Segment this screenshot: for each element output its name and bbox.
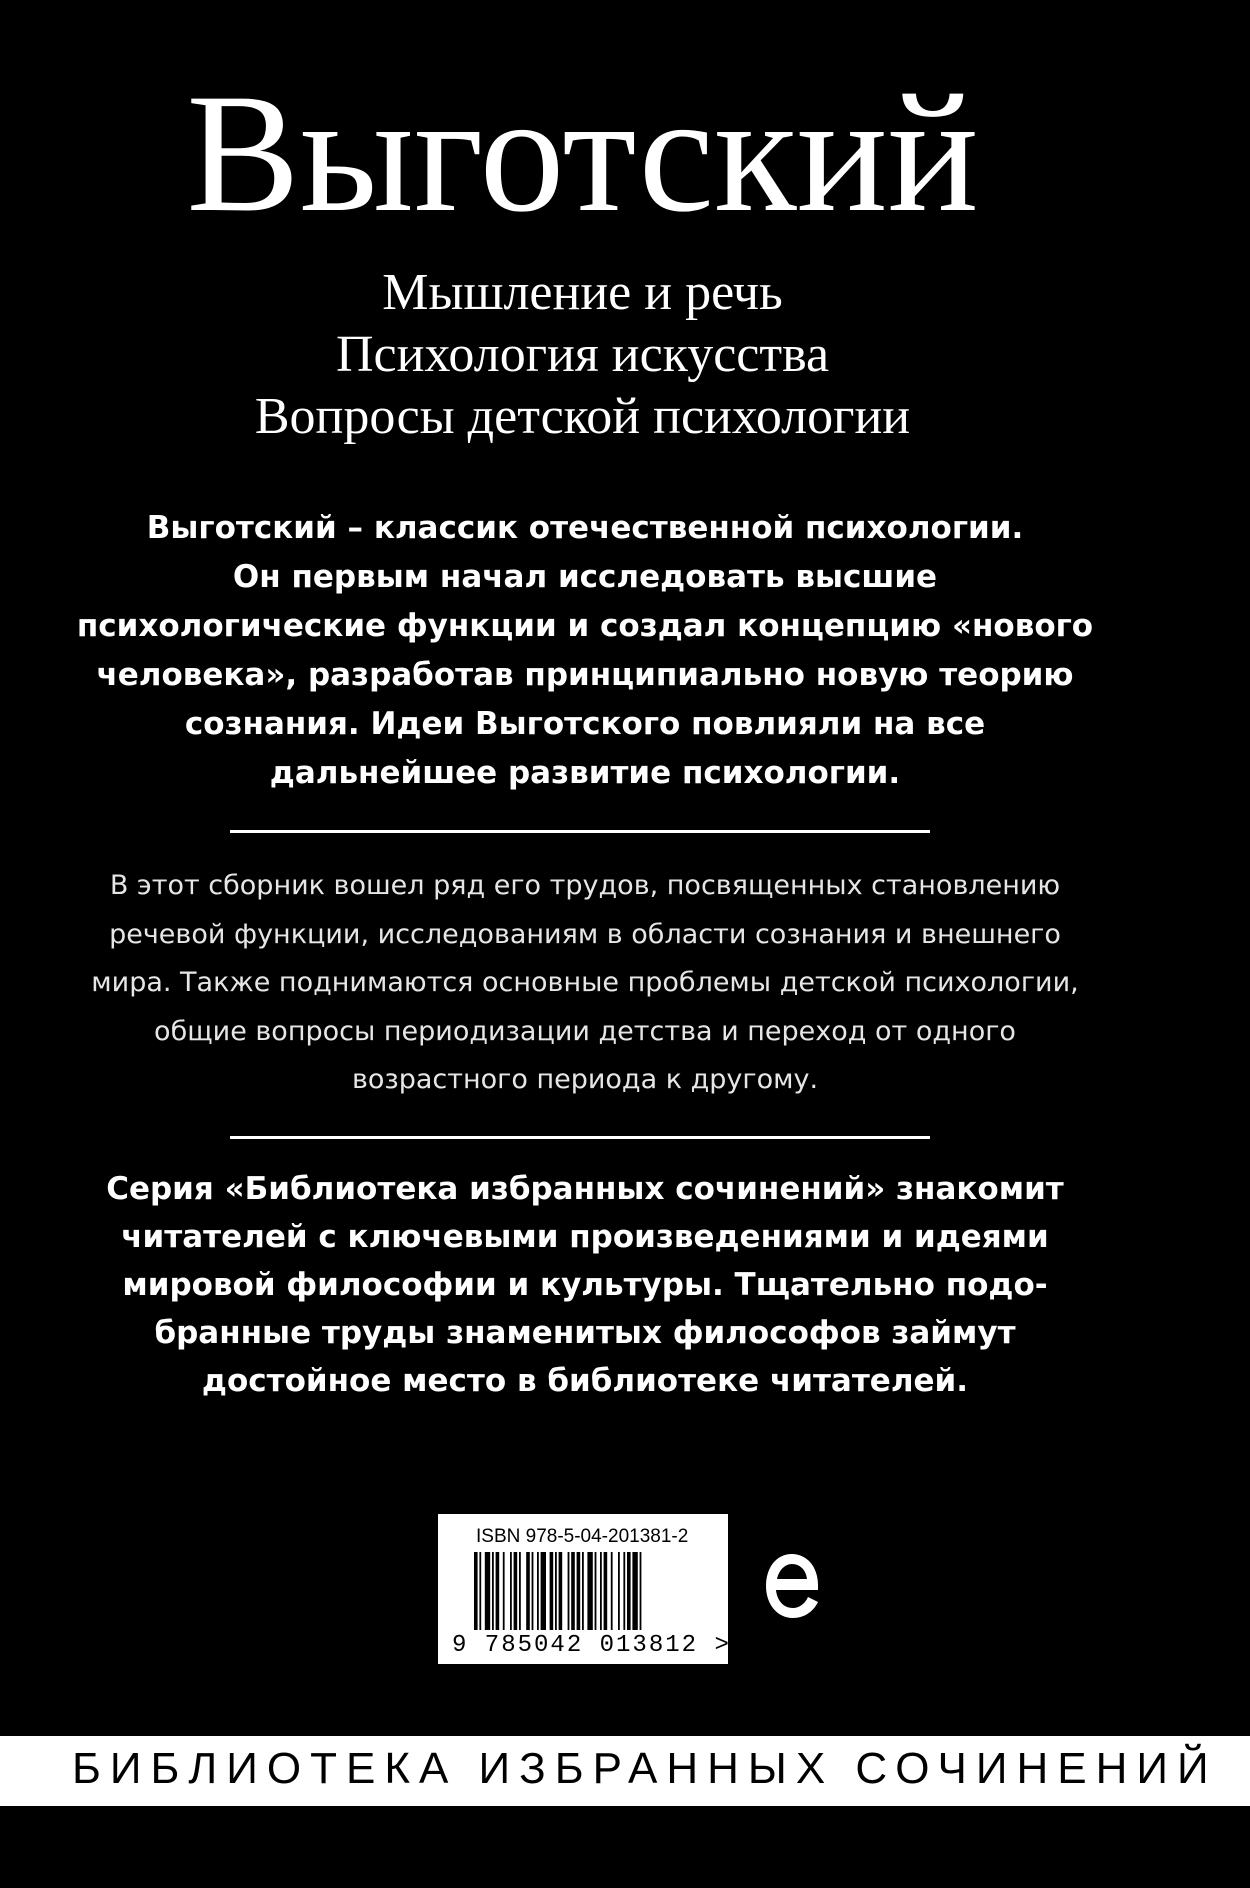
description-line: речевой функции, исследованиям в области сознания и внешнего bbox=[109, 918, 1061, 950]
barcode-bar bbox=[503, 1552, 505, 1630]
title-line: Психология искусства bbox=[335, 326, 830, 383]
title-line: Мышление и речь bbox=[382, 264, 783, 321]
barcode-bar bbox=[595, 1552, 597, 1630]
description-line: общие вопросы периодизации детства и переход от одного bbox=[154, 1015, 1016, 1047]
series-paragraph bbox=[40, 1165, 1130, 1405]
barcode-bar bbox=[582, 1552, 584, 1630]
description-paragraph bbox=[40, 862, 1130, 1105]
book-titles bbox=[0, 262, 1165, 448]
barcode-bar bbox=[510, 1552, 512, 1630]
barcode-bar bbox=[550, 1552, 554, 1630]
barcode-bar bbox=[541, 1552, 546, 1630]
series-line: бранные труды знаменитых философов займут bbox=[154, 1315, 1016, 1351]
barcode-bar bbox=[571, 1552, 575, 1630]
isbn-number: ISBN 978-5-04-201381-2 bbox=[476, 1526, 689, 1547]
barcode-bar bbox=[496, 1552, 500, 1630]
barcode-bar bbox=[604, 1552, 608, 1630]
barcode-bar bbox=[555, 1552, 557, 1630]
lead-line: сознания. Идеи Выготского повлияли на все bbox=[184, 706, 986, 742]
divider bbox=[230, 1136, 930, 1139]
barcode-bar bbox=[526, 1552, 530, 1630]
lead-line: дальнейшее развитие психологии. bbox=[269, 755, 901, 791]
eksmo-logo-icon bbox=[762, 1548, 822, 1624]
barcode-bar bbox=[611, 1552, 613, 1630]
barcode-bar bbox=[623, 1552, 625, 1630]
series-line: достойное место в библиотеке читателей. bbox=[201, 1363, 969, 1399]
series-line: мировой философии и культуры. Тщательно подо- bbox=[122, 1267, 1048, 1303]
lead-line: человека», разработав принципиально новую теорию bbox=[96, 657, 1074, 693]
barcode-bar bbox=[532, 1552, 534, 1630]
barcode-bar bbox=[568, 1552, 570, 1630]
barcode-bar bbox=[492, 1552, 494, 1630]
author-name: Выготский bbox=[186, 59, 979, 247]
isbn-barcode bbox=[438, 1514, 731, 1664]
barcode-bar bbox=[627, 1552, 631, 1630]
barcode-bar bbox=[514, 1552, 518, 1630]
description-line: В этот сборник вошел ряд его трудов, посвященных становлению bbox=[109, 870, 1061, 901]
barcode-bar bbox=[537, 1552, 539, 1630]
divider bbox=[230, 830, 930, 833]
barcode-bar bbox=[618, 1552, 620, 1630]
barcode-bar bbox=[640, 1552, 642, 1630]
barcode-bar bbox=[485, 1552, 490, 1630]
description-line: возрастного периода к другому. bbox=[351, 1064, 819, 1095]
barcode-icon bbox=[474, 1552, 694, 1632]
series-name: БИБЛИОТЕКА ИЗБРАННЫХ СОЧИНЕНИЙ bbox=[72, 1744, 1218, 1793]
lead-line: Выготский – классик отечественной психологии. bbox=[146, 510, 1024, 546]
barcode-bar bbox=[519, 1552, 521, 1630]
barcode-bar bbox=[600, 1552, 602, 1630]
barcode-bar bbox=[479, 1552, 481, 1630]
barcode-bar bbox=[577, 1552, 581, 1630]
series-line: читателей с ключевыми произведениями и идеями bbox=[121, 1219, 1049, 1255]
title-line: Вопросы детской психологии bbox=[254, 388, 911, 445]
lead-paragraph bbox=[40, 504, 1130, 798]
barcode-bar bbox=[632, 1552, 637, 1630]
description-line: мира. Также поднимаются основные проблемы детской психологии, bbox=[91, 967, 1079, 998]
lead-line: психологические функции и создал концепцию «нового bbox=[76, 608, 1094, 644]
barcode-bar bbox=[587, 1552, 592, 1630]
barcode-digits: 9 785042 013812 > bbox=[452, 1632, 731, 1659]
series-band bbox=[0, 1736, 1250, 1806]
barcode-bar bbox=[474, 1552, 478, 1630]
lead-line: Он первым начал исследовать высшие bbox=[232, 559, 938, 595]
barcode-bar bbox=[559, 1552, 563, 1630]
series-line: Серия «Библиотека избранных сочинений» знакомит bbox=[106, 1171, 1064, 1207]
